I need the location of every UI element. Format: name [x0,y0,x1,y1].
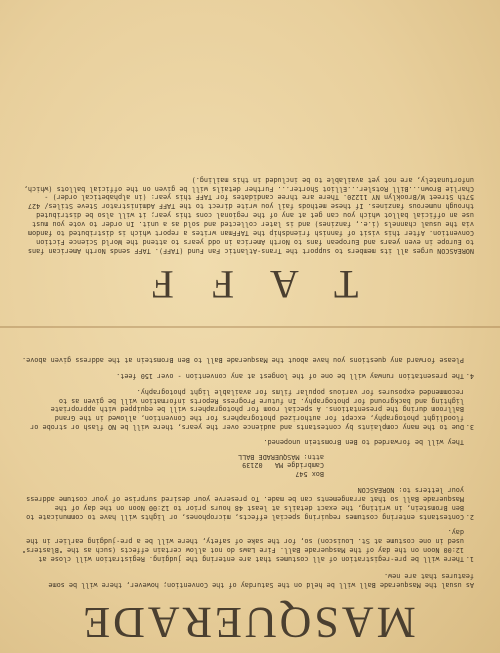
item-number: 1. [465,555,474,564]
forward-note: They will be forwarded to Ben Bromstein unopened. [263,438,464,447]
item-number: 4. [465,371,474,380]
item-text: The presentation runway will be one of the longest at any convention - over 150 feet. [116,371,464,380]
address-line: attn: MASQUERADE BALL [238,452,324,461]
masquerade-item-1 [22,528,474,564]
taff-heading: T A F F [137,261,359,307]
masquerade-item-2 [22,485,474,521]
address-line: Box 547 [295,469,324,478]
item-number: 2. [465,512,474,521]
mailing-address [22,452,324,478]
masquerade-heading: MASQUERADE [80,598,416,647]
item-number: 3. [465,423,474,432]
item-text: There will be pre-registration of all costumes that are entering the judging. Registration will close at 12:00 Noon on the day of the Masquerade Ball. Fire Laws do not allow certain effects (such as the "Blasters" used in one costume at St. Louiscon) so, for the sake of safety, there will be a pre-judging earlier in the day. [22,528,464,564]
masquerade-item-3 [22,387,474,432]
item-text: Due to the many complaints by contestants and audience over the years, there will be NO flash or strobe or floodlight photography, except for authorized photographers for the Convention, allowed in the Grand Ballroom during the presentations. A special room for photographers will be equipped with appropriate lighting and background for photography. In future Progress Reports information will be given as to recommended exposures for various popular films for available light photography. [30,387,464,432]
masquerade-closing: Please forward any questions you have about the Masquerade Ball to Ben Bromstein at the address given above. [22,355,464,364]
address-line: Cambridge MA 02139 [242,461,324,470]
taff-body: NOREASCON urges all its members to support the Trans-Atlantic Fan Fund (TAFF). TAFF sends North American fans to Europe in even years and European fans to North America in odd years to attend the World Science Fiction Convention. After this visit of fannish friendship the TAFFman writes a report which is distributed to fandom via the usual channels (i.e., fanzines) and is later collected and sold as a unit. In order to vote you must use an official ballot which you can get at any of the regional cons this year; it will also be distributed through numerous fanzines. If these methods fail you write direct to the TAFF Administrator Steve Stiles/ 427 57th Street W/Brooklyn NY 11220. There are three candidates for TAFF this year: (in alphabetical order) - Charlie Brown...Bill Rotsler...Elliot Shorter... Further details will be given on the official ballots (which, unfortunately, are not yet available to be included in this mailing.) [23,175,474,255]
masquerade-item-4 [22,371,474,380]
masquerade-intro: As usual the Masquerade Ball will be held on the Saturday of the Convention; however, there will be some features that are new. [48,572,474,589]
document-text [22,169,474,647]
item-text: Contestants entering costumes requiring special effects, microphones, or lights will have to communicate to Ben Bromstein, in writing, the exact details at least 48 hours prior to 12:00 Noon on the day of the Masquerade Ball so that arrangements can be made. To preserve your desired surprise of your costume address your letters to: NOREASCON [26,485,464,521]
